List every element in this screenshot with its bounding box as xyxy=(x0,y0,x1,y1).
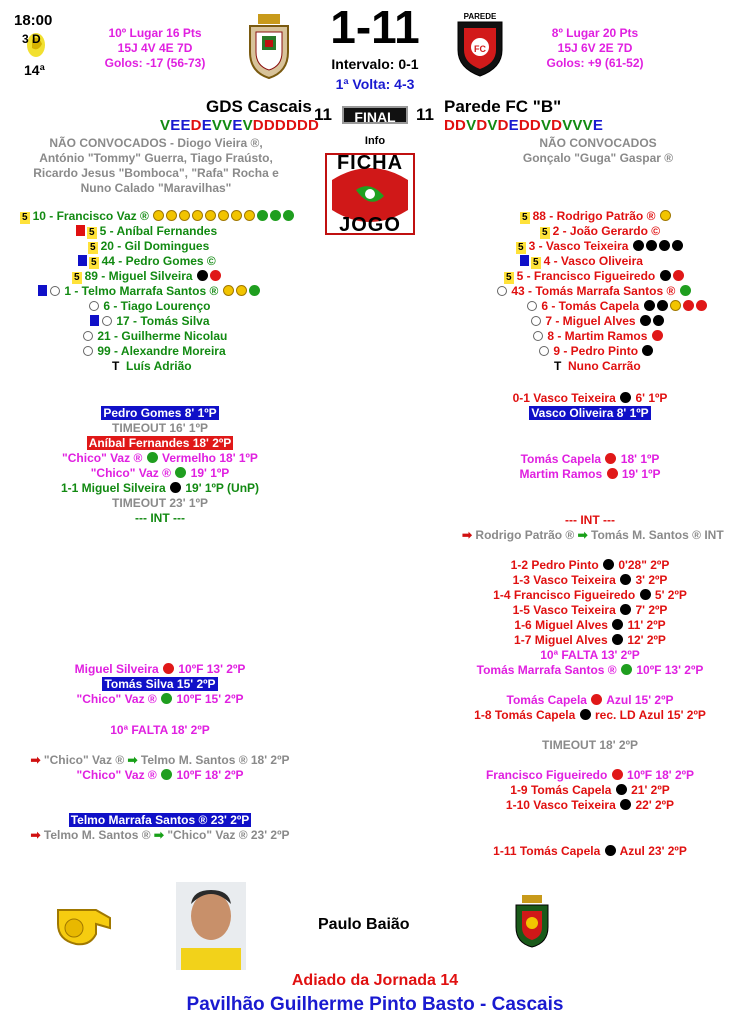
event-foul: "Chico" Vaz ® 10ºF 18' 2ºP xyxy=(76,768,244,782)
player-name[interactable]: 89 - Miguel Silveira xyxy=(84,269,193,283)
player-name[interactable]: 21 - Guilherme Nicolau xyxy=(97,329,228,343)
lineup-row[interactable] xyxy=(18,269,318,284)
form-result: V xyxy=(242,117,253,134)
home-events-3 xyxy=(10,753,310,783)
sub-icon xyxy=(102,316,112,326)
lineup-row[interactable] xyxy=(18,239,318,254)
away-interval xyxy=(450,513,730,528)
player-name[interactable]: 8 - Martim Ramos xyxy=(547,329,648,343)
away-form xyxy=(444,117,603,134)
final-score: 1-11 xyxy=(330,1,420,53)
home-not-called-line: Ricardo Jesus "Bomboca", "Rafa" Rocha e xyxy=(33,166,279,180)
away-stats-line: 15J 6V 2E 7D xyxy=(557,41,633,55)
lineup-row[interactable] xyxy=(480,284,740,299)
player-name[interactable]: 1 - Telmo Marrafa Santos ® xyxy=(64,284,219,298)
sub-icon xyxy=(83,331,93,341)
form-result: D xyxy=(551,117,563,134)
event-goal: 1-3 Vasco Teixeira 3' 2ºP xyxy=(512,573,668,587)
away-lineup xyxy=(480,209,740,374)
form-result: V xyxy=(562,117,573,134)
svg-text:FC: FC xyxy=(474,44,486,54)
form-result: D xyxy=(263,117,275,134)
player-name[interactable]: 6 - Tomás Capela xyxy=(541,299,640,313)
away-crest-label: PAREDE xyxy=(463,12,497,21)
event-foul: Tomás Capela 18' 1ºP xyxy=(520,452,660,466)
event-goal: 1-4 Francisco Figueiredo 5' 2ºP xyxy=(493,588,687,602)
goal-icons xyxy=(152,209,295,223)
ball-icon xyxy=(620,574,631,585)
event-interval: --- INT --- xyxy=(565,513,615,527)
event-goal: 1-11 Tomás Capela Azul 23' 2ºP xyxy=(493,844,687,858)
lineup-row[interactable] xyxy=(18,209,318,224)
event-timeout: TIMEOUT 23' 1ºP xyxy=(112,496,208,510)
lineup-row[interactable] xyxy=(18,344,318,359)
event-blue-card: Pedro Gomes 8' 1ºP xyxy=(103,406,217,420)
event-goal: 1-2 Pedro Pinto 0'28" 2ºP xyxy=(510,558,670,572)
home-stats xyxy=(80,26,230,71)
event-tenth-foul xyxy=(10,723,310,738)
form-result: V xyxy=(540,117,552,134)
lineup-row[interactable] xyxy=(18,314,318,329)
home-stats-line: 10º Lugar 16 Pts xyxy=(108,26,202,40)
lineup-row[interactable] xyxy=(18,254,318,269)
event-red-card: Aníbal Fernandes 18' 2ºP xyxy=(88,436,232,450)
form-result: V xyxy=(211,117,223,134)
interval-score: Intervalo: 0-1 xyxy=(331,56,419,72)
home-events xyxy=(10,406,310,526)
home-goals: 11 xyxy=(314,105,332,124)
player-name[interactable]: 5 - Aníbal Fernandes xyxy=(99,224,218,238)
lineup-row[interactable]: T Nuno Carrão xyxy=(554,359,641,373)
first-leg-score: 1ª Volta: 4-3 xyxy=(335,76,415,92)
player-name[interactable]: 20 - Gil Domingues xyxy=(100,239,210,253)
event-substitution: ➡ Telmo M. Santos ® ➡ "Chico" Vaz ® 23' 2ºP xyxy=(30,828,290,842)
player-name[interactable]: 3 - Vasco Teixeira xyxy=(528,239,629,253)
starter-badge: 5 xyxy=(89,227,95,238)
event-goal: 1-6 Miguel Alves 11' 2ºP xyxy=(514,618,666,632)
home-crest[interactable] xyxy=(244,12,294,80)
event-timeout: TIMEOUT 18' 2ºP xyxy=(542,738,638,752)
form-result: D xyxy=(252,117,264,134)
event-foul: Tomás Capela Azul 15' 2ºP xyxy=(506,693,674,707)
blue-card-icon xyxy=(38,285,47,296)
event-substitution: ➡ "Chico" Vaz ® ➡ Telmo M. Santos ® 18' 2ºP xyxy=(30,753,290,767)
form-result: D xyxy=(444,117,456,134)
away-events-2 xyxy=(450,648,730,678)
player-name[interactable]: 10 - Francisco Vaz ® xyxy=(32,209,149,223)
coach-name[interactable]: Nuno Carrão xyxy=(568,359,641,373)
lineup-row[interactable] xyxy=(480,314,740,329)
event-blue-card: Tomás Silva 15' 2ºP xyxy=(104,677,216,691)
association-crest-icon xyxy=(512,893,552,949)
form-result: V xyxy=(466,117,477,134)
home-team-name[interactable]: GDS Cascais xyxy=(206,97,312,116)
starter-badge: 5 xyxy=(74,272,80,283)
coach-icon: T xyxy=(112,359,120,373)
lineup-row[interactable] xyxy=(18,299,318,314)
postponed-note: Adiado da Jornada 14 xyxy=(291,972,459,989)
referee-name[interactable]: Paulo Baião xyxy=(318,916,410,933)
form-result: D xyxy=(455,117,467,134)
ficha-jogo-button[interactable] xyxy=(322,150,418,238)
lineup-row[interactable]: 5 3 - Vasco Teixeira xyxy=(480,239,740,254)
player-name[interactable]: 7 - Miguel Alves xyxy=(545,314,636,328)
ball-icon xyxy=(612,619,623,630)
away-timeout xyxy=(450,738,730,753)
home-not-called xyxy=(10,136,302,196)
jogo-title: JOGO xyxy=(339,214,401,236)
lineup-row[interactable]: 5 2 - João Gerardo © xyxy=(542,224,661,238)
event-foul: Francisco Figueiredo 10ºF 18' 2ºP xyxy=(485,768,695,782)
player-name[interactable]: 2 - João Gerardo © xyxy=(552,224,661,238)
form-result: D xyxy=(308,117,320,134)
event-foul: "Chico" Vaz ® Vermelho 18' 1ºP xyxy=(62,451,258,465)
home-crest-icon xyxy=(244,12,294,80)
form-result: V xyxy=(582,117,593,134)
form-result: D xyxy=(296,117,309,134)
event-substitution: ➡ Rodrigo Patrão ® ➡ Tomás M. Santos ® INT xyxy=(462,528,724,542)
event-foul: Tomás Marrafa Santos ® 10ºF 13' 2ºP xyxy=(476,663,704,677)
event-tenth-foul: 10ª FALTA 13' 2ºP xyxy=(540,648,640,662)
lineup-row[interactable]: 5 5 - Francisco Figueiredo xyxy=(480,269,740,284)
event-foul: "Chico" Vaz ® 19' 1ºP xyxy=(90,466,230,480)
away-stats-line: Golos: +9 (61-52) xyxy=(546,56,644,70)
lineup-row[interactable]: 5 4 - Vasco Oliveira xyxy=(480,254,740,269)
lineup-row[interactable] xyxy=(18,329,318,344)
away-crest[interactable] xyxy=(454,12,506,78)
home-not-called-line: Nuno Calado "Maravilhas" xyxy=(80,181,232,195)
form-result: D xyxy=(518,117,530,134)
lineup-row[interactable] xyxy=(480,299,740,314)
ball-icon xyxy=(620,604,631,615)
event-goal: 1-7 Miguel Alves 12' 2ºP xyxy=(514,633,666,647)
player-name[interactable]: 4 - Vasco Oliveira xyxy=(543,254,643,268)
away-team-name[interactable]: Parede FC "B" xyxy=(444,97,562,116)
away-stats xyxy=(520,26,670,71)
form-result: V xyxy=(222,117,233,134)
event-interval: --- INT --- xyxy=(135,511,185,525)
away-goals: 11 xyxy=(416,105,434,124)
player-name[interactable]: 43 - Tomás Marrafa Santos ® xyxy=(511,284,676,298)
form-result: D xyxy=(529,117,541,134)
event-blue-card: Telmo Marrafa Santos ® 23' 2ºP xyxy=(70,813,250,827)
starter-badge: 5 xyxy=(91,257,97,268)
home-events-4 xyxy=(10,813,310,843)
player-name[interactable]: 44 - Pedro Gomes © xyxy=(101,254,216,268)
home-not-called-line: António "Tommy" Guerra, Tiago Fraústo, xyxy=(39,151,273,165)
form-result: E xyxy=(508,117,519,134)
lineup-row[interactable] xyxy=(18,224,318,239)
away-not-called-line: Gonçalo "Guga" Gaspar ® xyxy=(522,151,674,165)
sub-icon xyxy=(50,286,60,296)
form-result: E xyxy=(201,117,212,134)
home-not-called-title: NÃO CONVOCADOS - Diogo Vieira ®, xyxy=(49,136,263,150)
event-blue-card: Vasco Oliveira 8' 1ºP xyxy=(531,406,649,420)
sub-icon xyxy=(89,301,99,311)
form-result: V xyxy=(572,117,583,134)
away-final-goal xyxy=(450,844,730,859)
form-result: E xyxy=(180,117,191,134)
form-result: E xyxy=(592,117,604,134)
form-result: V xyxy=(160,117,171,134)
lineup-row[interactable] xyxy=(480,329,740,344)
lineup-row[interactable]: 5 88 - Rodrigo Patrão ® xyxy=(480,209,740,224)
event-tenth-foul-label: 10ª FALTA 18' 2ºP xyxy=(110,723,210,737)
form-result: E xyxy=(170,117,181,134)
blue-card-icon xyxy=(78,255,87,266)
ball-icon xyxy=(612,634,623,645)
event-timeout: TIMEOUT 16' 1ºP xyxy=(112,421,208,435)
event-goal: 1-5 Vasco Teixeira 7' 2ºP xyxy=(512,603,668,617)
coach-name[interactable]: Luís Adrião xyxy=(126,359,192,373)
event-goal: 1-1 Miguel Silveira 19' 1ºP (UnP) xyxy=(60,481,260,495)
lineup-row[interactable] xyxy=(18,284,318,299)
whistle-icon xyxy=(52,900,114,950)
away-events-4 xyxy=(450,768,730,813)
starter-badge: 5 xyxy=(90,242,96,253)
foul-icon xyxy=(210,270,221,281)
final-badge: FINAL xyxy=(342,106,408,124)
form-result: D xyxy=(190,117,202,134)
event-goal: 1-8 Tomás Capela rec. LD Azul 15' 2ºP xyxy=(474,708,706,722)
away-not-called xyxy=(468,136,728,166)
event-goal: 1-10 Vasco Teixeira 22' 2ºP xyxy=(505,798,675,812)
player-name[interactable]: 6 - Tiago Lourenço xyxy=(103,299,211,313)
starter-badge: 5 xyxy=(22,212,28,223)
home-events-2nd xyxy=(10,662,310,707)
away-goals-list xyxy=(450,558,730,648)
round-badge-label: 3 D xyxy=(22,32,41,46)
player-name[interactable]: 9 - Pedro Pinto xyxy=(553,344,639,358)
home-form xyxy=(160,117,319,134)
red-card-icon xyxy=(76,225,85,236)
lineup-row[interactable] xyxy=(18,359,318,374)
event-foul: Martim Ramos 19' 1ºP xyxy=(519,467,661,481)
ball-icon xyxy=(197,270,208,281)
info-label: Info xyxy=(364,135,386,147)
round-badge xyxy=(18,32,48,60)
away-crest-icon xyxy=(454,12,506,78)
player-name[interactable]: 99 - Alexandre Moreira xyxy=(97,344,226,358)
event-foul: Miguel Silveira 10ºF 13' 2ºP xyxy=(74,662,246,676)
venue[interactable]: Pavilhão Guilherme Pinto Basto - Cascais xyxy=(186,994,564,1015)
ball-icon xyxy=(640,589,651,600)
away-events-3 xyxy=(450,693,730,723)
lineup-row[interactable] xyxy=(480,344,740,359)
home-lineup xyxy=(18,209,318,374)
player-name[interactable]: 88 - Rodrigo Patrão ® xyxy=(532,209,656,223)
home-stats-line: 15J 4V 4E 7D xyxy=(117,41,193,55)
away-events-fouls xyxy=(450,452,730,482)
home-stats-line: Golos: -17 (56-73) xyxy=(104,56,206,70)
event-goal: 1-9 Tomás Capela 21' 2ºP xyxy=(510,783,670,797)
form-result: V xyxy=(487,117,498,134)
player-name[interactable]: 5 - Francisco Figueiredo xyxy=(516,269,656,283)
ball-icon xyxy=(603,559,614,570)
sub-icon xyxy=(83,346,93,356)
player-name[interactable]: 17 - Tomás Silva xyxy=(116,314,210,328)
away-sub-int xyxy=(462,528,742,543)
ficha-title: FICHA xyxy=(336,152,404,174)
away-events xyxy=(450,391,730,421)
blue-card-icon xyxy=(90,315,99,326)
form-result: D xyxy=(476,117,488,134)
form-result: D xyxy=(285,117,297,134)
away-not-called-title: NÃO CONVOCADOS xyxy=(539,136,657,150)
event-foul: "Chico" Vaz ® 10ºF 15' 2ºP xyxy=(76,692,244,706)
event-goal: 0-1 Vasco Teixeira 6' 1ºP xyxy=(512,391,668,405)
away-stats-line: 8º Lugar 20 Pts xyxy=(551,26,639,40)
form-result: E xyxy=(232,117,243,134)
referee-photo[interactable] xyxy=(176,882,246,970)
form-result: D xyxy=(497,117,509,134)
kickoff-time: 18:00 xyxy=(14,12,53,29)
form-result: D xyxy=(274,117,286,134)
round-position: 14ª xyxy=(24,62,45,78)
